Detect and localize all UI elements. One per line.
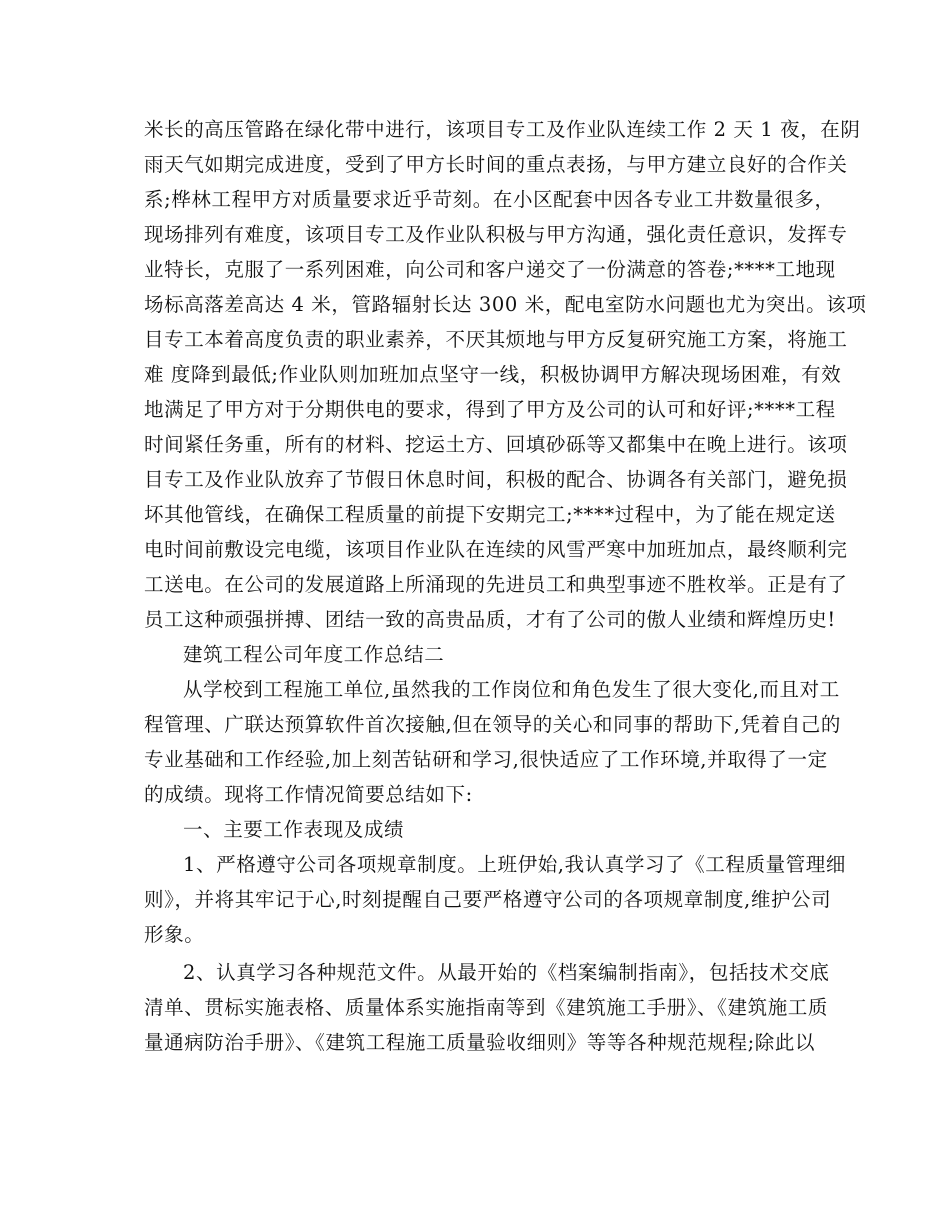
paragraph-line: 时间紧任务重，所有的材料、挖运土方、回填砂砾等又都集中在晚上进行。该项 xyxy=(144,433,848,456)
paragraph-line: 难 度降到最低;作业队则加班加点坚守一线，积极协调甲方解决现场困难，有效 xyxy=(144,363,842,386)
paragraph-line: 目专工本着高度负责的职业素养，不厌其烦地与甲方反复研究施工方案，将施工 xyxy=(144,328,848,351)
paragraph-line: 程管理、广联达预算软件首次接触,但在领导的关心和同事的帮助下,凭着自己的 xyxy=(144,713,841,736)
paragraph-line: 业特长，克服了一系列困难，向公司和客户递交了一份满意的答卷;****工地现 xyxy=(144,258,836,281)
paragraph-line: 专业基础和工作经验,加上刻苦钻研和学习,很快适应了工作环境,并取得了一定 xyxy=(144,748,828,771)
paragraph-line: 米长的高压管路在绿化带中进行，该项目专工及作业队连续工作 2 天 1 夜，在阴 xyxy=(144,118,861,141)
paragraph-line: 地满足了甲方对于分期供电的要求，得到了甲方及公司的认可和好评;****工程 xyxy=(144,398,836,421)
paragraph-line: 清单、贯标实施表格、质量体系实施指南等到《建筑施工手册》、《建筑施工质 xyxy=(144,996,829,1019)
paragraph-line: 从学校到工程施工单位,虽然我的工作岗位和角色发生了很大变化,而且对工 xyxy=(183,678,840,701)
paragraph-line: 场标高落差高达 4 米，管路辐射长达 300 米，配电室防水问题也尤为突出。该项 xyxy=(144,293,867,316)
paragraph-line: 1、严格遵守公司各项规章制度。上班伊始,我认真学习了《工程质量管理细 xyxy=(183,853,847,876)
paragraph-line: 目专工及作业队放弃了节假日休息时间，积极的配合、协调各有关部门，避免损 xyxy=(144,468,848,491)
paragraph-line: 坏其他管线，在确保工程质量的前提下安期完工;****过程中，为了能在规定送 xyxy=(144,503,836,526)
paragraph-line: 2、认真学习各种规范文件。从最开始的《档案编制指南》，包括技术交底 xyxy=(183,961,830,984)
section-heading: 建筑工程公司年度工作总结二 xyxy=(183,643,445,666)
paragraph-line: 形象。 xyxy=(144,923,205,946)
paragraph-line: 员工这种顽强拼搏、团结一致的高贵品质，才有了公司的傲人业绩和辉煌历史! xyxy=(144,608,836,631)
paragraph-line: 雨天气如期完成进度，受到了甲方长时间的重点表扬，与甲方建立良好的合作关 xyxy=(144,153,848,176)
paragraph-line: 量通病防治手册》、《建筑工程施工质量验收细则》等等各种规范规程;除此以 xyxy=(144,1031,816,1054)
paragraph-line: 系;桦林工程甲方对质量要求近乎苛刻。在小区配套中因各专业工井数量很多， xyxy=(144,188,835,211)
paragraph-line: 的成绩。现将工作情况简要总结如下: xyxy=(144,783,473,806)
paragraph-line: 现场排列有难度，该项目专工及作业队积极与甲方沟通，强化责任意识，发挥专 xyxy=(144,223,848,246)
paragraph-line: 则》，并将其牢记于心,时刻提醒自己要严格遵守公司的各项规章制度,维护公司 xyxy=(144,888,832,911)
subsection-heading: 一、主要工作表现及成绩 xyxy=(183,818,405,841)
paragraph-line: 工送电。在公司的发展道路上所涌现的先进员工和典型事迹不胜枚举。正是有了 xyxy=(144,573,848,596)
paragraph-line: 电时间前敷设完电缆，该项目作业队在连续的风雪严寒中加班加点，最终顺利完 xyxy=(144,538,848,561)
